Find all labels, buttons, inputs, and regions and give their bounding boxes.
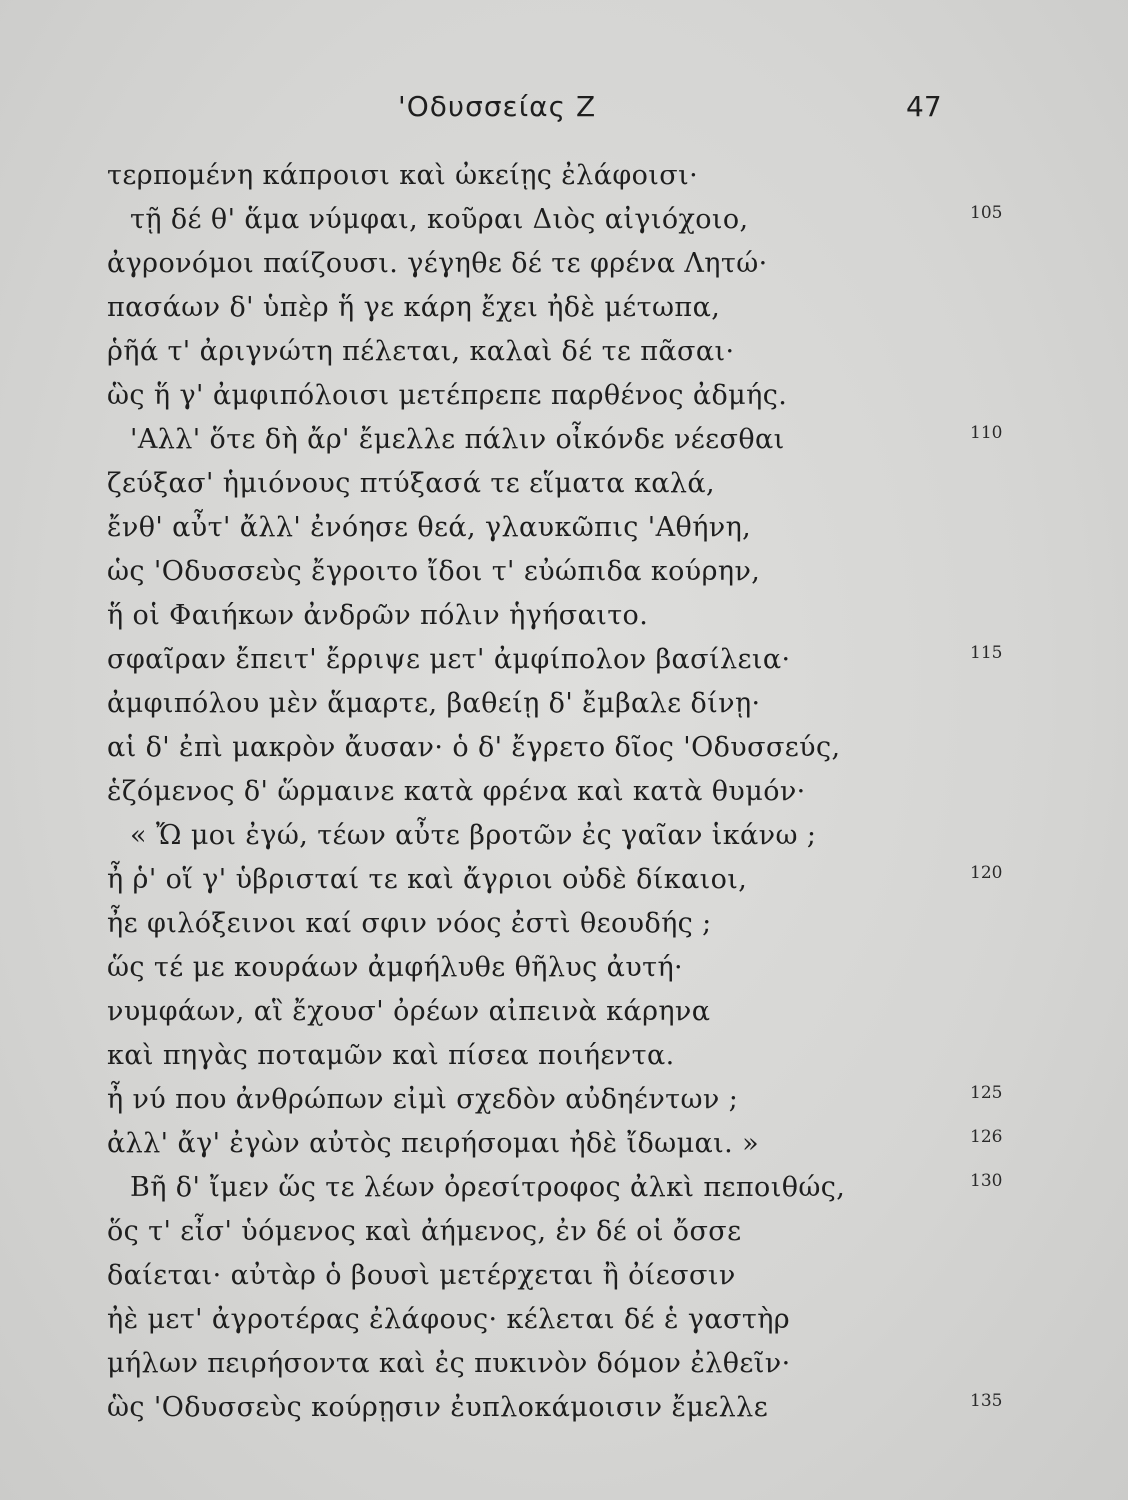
- verse-line: τερπομένη κάπροισι καὶ ὠκείῃς ἐλάφοισι·: [107, 160, 699, 191]
- verse-line: ἦ ῥ' οἵ γ' ὑβρισταί τε καὶ ἄγριοι οὐδὲ δίκαιοι,: [107, 864, 748, 895]
- verse-line: ἦε φιλόξεινοι καί σφιν νόος ἐστὶ θεουδής ;: [107, 908, 712, 939]
- verse-line: ζεύξασ' ἡμιόνους πτύξασά τε εἵματα καλά,: [107, 468, 716, 499]
- verse-line: σφαῖραν ἔπειτ' ἔρριψε μετ' ἀμφίπολον βασίλεια·: [107, 644, 791, 675]
- verse-line: δαίεται· αὐτὰρ ὁ βουσὶ μετέρχεται ἢ ὀίεσσιν: [107, 1260, 736, 1291]
- line-number: 115: [970, 643, 1003, 663]
- verse-line: ἀγρονόμοι παίζουσι. γέγηθε δέ τε φρένα Λητώ·: [107, 248, 768, 279]
- verse-line: Βῆ δ' ἴμεν ὥς τε λέων ὀρεσίτροφος ἀλκὶ πεποιθώς,: [130, 1172, 846, 1203]
- verse-line: ὣς ἥ γ' ἀμφιπόλοισι μετέπρεπε παρθένος ἀδμής.: [107, 380, 788, 411]
- verse-line: νυμφάων, αἳ ἔχουσ' ὀρέων αἰπεινὰ κάρηνα: [107, 996, 711, 1027]
- line-number: 120: [970, 863, 1003, 883]
- verse-line: καὶ πηγὰς ποταμῶν καὶ πίσεα ποιήεντα.: [107, 1040, 675, 1071]
- line-number: 110: [970, 423, 1003, 443]
- verse-line: πασάων δ' ὑπὲρ ἥ γε κάρη ἔχει ἠδὲ μέτωπα,: [107, 292, 721, 323]
- verse-line: ἦ νύ που ἀνθρώπων εἰμὶ σχεδὸν αὐδηέντων ;: [107, 1084, 739, 1115]
- line-number: 130: [970, 1171, 1003, 1191]
- verse-line: ὣς 'Οδυσσεὺς κούρῃσιν ἐυπλοκάμοισιν ἔμελλε: [107, 1392, 769, 1423]
- verse-line: ἑζόμενος δ' ὥρμαινε κατὰ φρένα καὶ κατὰ θυμόν·: [107, 776, 806, 807]
- verse-line: τῇ δέ θ' ἅμα νύμφαι, κοῦραι Διὸς αἰγιόχοιο,: [130, 204, 749, 235]
- verse-line: μήλων πειρήσοντα καὶ ἐς πυκινὸν δόμον ἐλθεῖν·: [107, 1348, 791, 1379]
- verse-line: « Ὤ μοι ἐγώ, τέων αὖτε βροτῶν ἐς γαῖαν ἱκάνω ;: [130, 820, 817, 851]
- line-number: 126: [970, 1127, 1003, 1147]
- verse-line: ὥς τέ με κουράων ἀμφήλυθε θῆλυς ἀυτή·: [107, 952, 684, 983]
- page-number: 47: [906, 90, 942, 123]
- verse-line: ὡς 'Οδυσσεὺς ἔγροιτο ἴδοι τ' εὐώπιδα κούρην,: [107, 556, 761, 587]
- verse-line: ἀμφιπόλου μὲν ἅμαρτε, βαθείῃ δ' ἔμβαλε δίνῃ·: [107, 688, 761, 719]
- line-number: 125: [970, 1083, 1003, 1103]
- line-number: 135: [970, 1391, 1003, 1411]
- line-number: 105: [970, 203, 1003, 223]
- verse-line: ἥ οἱ Φαιήκων ἀνδρῶν πόλιν ἡγήσαιτο.: [107, 600, 649, 631]
- verse-line: ῥῆά τ' ἀριγνώτη πέλεται, καλαὶ δέ τε πᾶσαι·: [107, 336, 735, 367]
- verse-line: ἀλλ' ἄγ' ἐγὼν αὐτὸς πειρήσομαι ἠδὲ ἴδωμαι. »: [107, 1128, 760, 1159]
- running-header-title: 'Οδυσσείας Ζ: [398, 90, 597, 123]
- verse-line: αἱ δ' ἐπὶ μακρὸν ἄυσαν· ὁ δ' ἔγρετο δῖος 'Οδυσσεύς,: [107, 732, 841, 763]
- verse-line: ὅς τ' εἶσ' ὑόμενος καὶ ἀήμενος, ἐν δέ οἱ ὄσσε: [107, 1216, 742, 1247]
- verse-line: ἔνθ' αὖτ' ἄλλ' ἐνόησε θεά, γλαυκῶπις 'Αθήνη,: [107, 512, 752, 543]
- verse-line: ἠὲ μετ' ἀγροτέρας ἐλάφους· κέλεται δέ ἑ γαστὴρ: [107, 1304, 791, 1335]
- verse-line: 'Αλλ' ὅτε δὴ ἄρ' ἔμελλε πάλιν οἶκόνδε νέεσθαι: [130, 424, 785, 455]
